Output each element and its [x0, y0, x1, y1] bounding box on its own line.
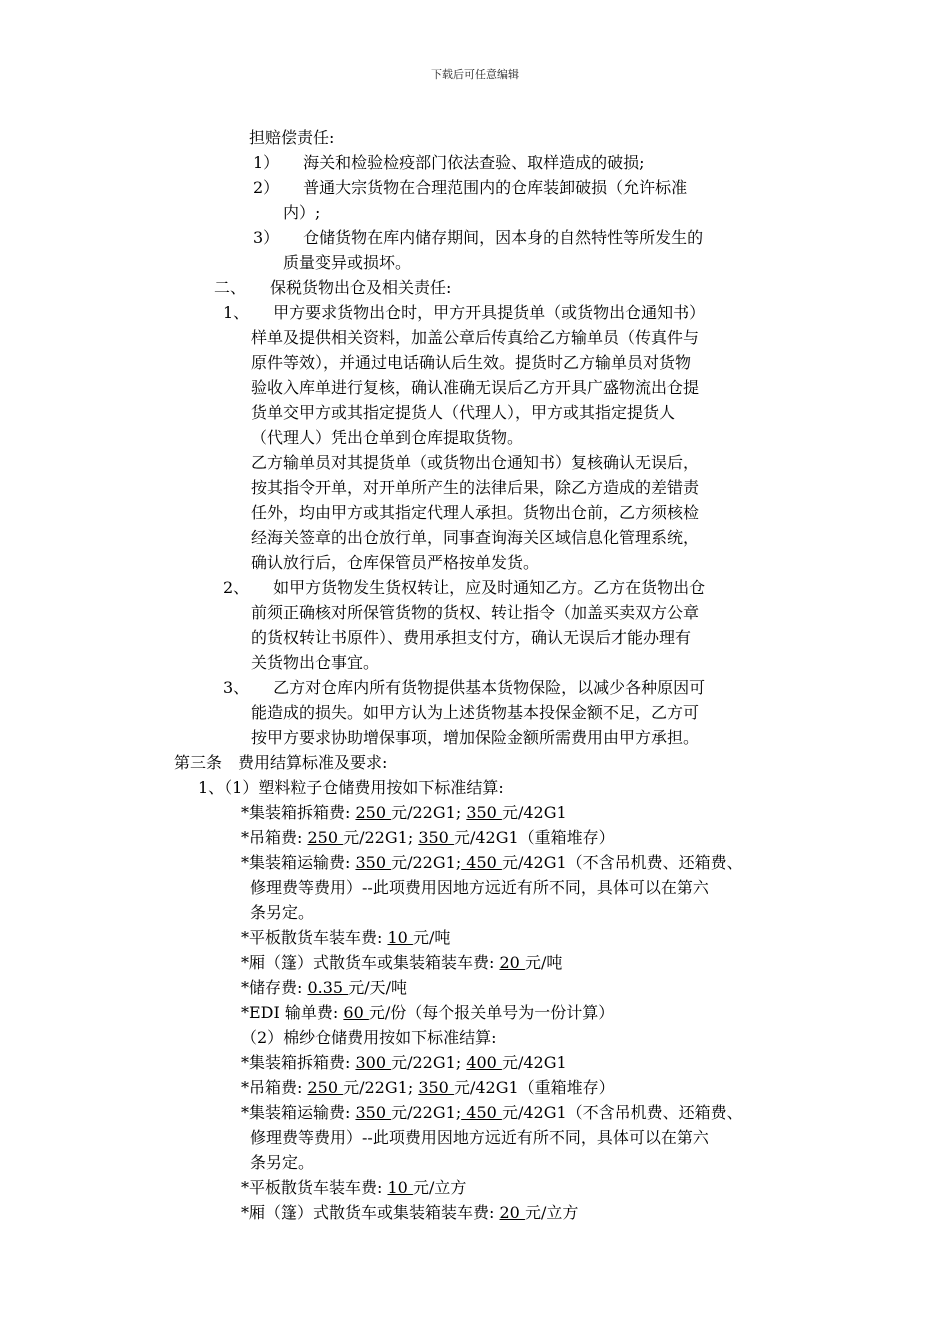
doc-line: 3、 乙方对仓库内所有货物提供基本货物保险，以减少各种原因可 — [223, 678, 706, 697]
doc-line: 担赔偿责任: — [249, 128, 335, 147]
fee-line: *平板散货车装车费: 10 元/吨 — [241, 928, 451, 947]
doc-line: 关货物出仓事宜。 — [251, 653, 380, 672]
doc-line: 2） 普通大宗货物在合理范围内的仓库装卸破损（允许标准 — [253, 178, 688, 197]
doc-line: 3） 仓储货物在库内储存期间，因本身的自然特性等所发生的 — [253, 228, 704, 247]
doc-line: 前须正确核对所保管货物的货权、转让指令（加盖买卖双方公章 — [251, 603, 700, 622]
fee-line: 条另定。 — [250, 903, 315, 922]
fee-line: *平板散货车装车费: 10 元/立方 — [241, 1178, 467, 1197]
fee-subheading: （2）棉纱仓储费用按如下标准结算: — [241, 1028, 497, 1047]
doc-line: 按其指令开单，对开单所产生的法律后果，除乙方造成的差错责 — [251, 478, 700, 497]
doc-line: 原件等效），并通过电话确认后生效。提货时乙方输单员对货物 — [251, 353, 692, 372]
doc-line: （代理人）凭出仓单到仓库提取货物。 — [251, 428, 524, 447]
fee-line: *集装箱拆箱费: 250 元/22G1; 350 元/42G1 — [241, 803, 567, 822]
fee-line: *集装箱拆箱费: 300 元/22G1; 400 元/42G1 — [241, 1053, 567, 1072]
doc-line: 按甲方要求协助增保事项，增加保险金额所需费用由甲方承担。 — [251, 728, 700, 747]
fee-line: *储存费: 0.35 元/天/吨 — [241, 978, 407, 997]
section-heading: 二、 保税货物出仓及相关责任: — [214, 278, 452, 297]
fee-line: 条另定。 — [250, 1153, 315, 1172]
fee-line: *集装箱运输费: 350 元/22G1; 450 元/42G1（不含吊机费、还箱费、 — [241, 853, 743, 872]
page-header: 下载后可任意编辑 — [431, 68, 519, 81]
fee-line: 修理费等费用）--此项费用因地方远近有所不同，具体可以在第六 — [250, 1128, 709, 1147]
fee-line: *吊箱费: 250 元/22G1; 350 元/42G1（重箱堆存） — [241, 1078, 615, 1097]
doc-line: 1） 海关和检验检疫部门依法查验、取样造成的破损; — [253, 153, 645, 172]
fee-line: *集装箱运输费: 350 元/22G1; 450 元/42G1（不含吊机费、还箱费、 — [241, 1103, 743, 1122]
doc-line: 货单交甲方或其指定提货人（代理人），甲方或其指定提货人 — [251, 403, 676, 422]
doc-line: 能造成的损失。如甲方认为上述货物基本投保金额不足，乙方可 — [251, 703, 700, 722]
doc-line: 的货权转让书原件）、费用承担支付方，确认无误后才能办理有 — [251, 628, 692, 647]
doc-line: 1、 甲方要求货物出仓时，甲方开具提货单（或货物出仓通知书） — [223, 303, 706, 322]
fee-line: *厢（篷）式散货车或集装箱装车费: 20 元/立方 — [241, 1203, 579, 1222]
doc-line: 质量变异或损坏。 — [283, 253, 412, 272]
doc-line: 确认放行后，仓库保管员严格按单发货。 — [251, 553, 540, 572]
doc-line: 样单及提供相关资料，加盖公章后传真给乙方输单员（传真件与 — [251, 328, 700, 347]
doc-line: 内）; — [283, 203, 321, 222]
doc-line: 2、 如甲方货物发生货权转让，应及时通知乙方。乙方在货物出仓 — [223, 578, 706, 597]
fee-line: *EDI 输单费: 60 元/份（每个报关单号为一份计算） — [241, 1003, 615, 1022]
article-heading: 第三条 费用结算标准及要求: — [174, 753, 388, 772]
doc-line: 乙方输单员对其提货单（或货物出仓通知书）复核确认无误后， — [251, 453, 700, 472]
doc-line: 经海关签章的出仓放行单，同事查询海关区域信息化管理系统， — [251, 528, 700, 547]
doc-line: 任外，均由甲方或其指定代理人承担。货物出仓前，乙方须核检 — [251, 503, 700, 522]
fee-line: *吊箱费: 250 元/22G1; 350 元/42G1（重箱堆存） — [241, 828, 615, 847]
doc-line: 1、（1）塑料粒子仓储费用按如下标准结算: — [198, 778, 504, 797]
fee-line: 修理费等费用）--此项费用因地方远近有所不同，具体可以在第六 — [250, 878, 709, 897]
doc-line: 验收入库单进行复核，确认准确无误后乙方开具广盛物流出仓提 — [251, 378, 700, 397]
fee-line: *厢（篷）式散货车或集装箱装车费: 20 元/吨 — [241, 953, 563, 972]
